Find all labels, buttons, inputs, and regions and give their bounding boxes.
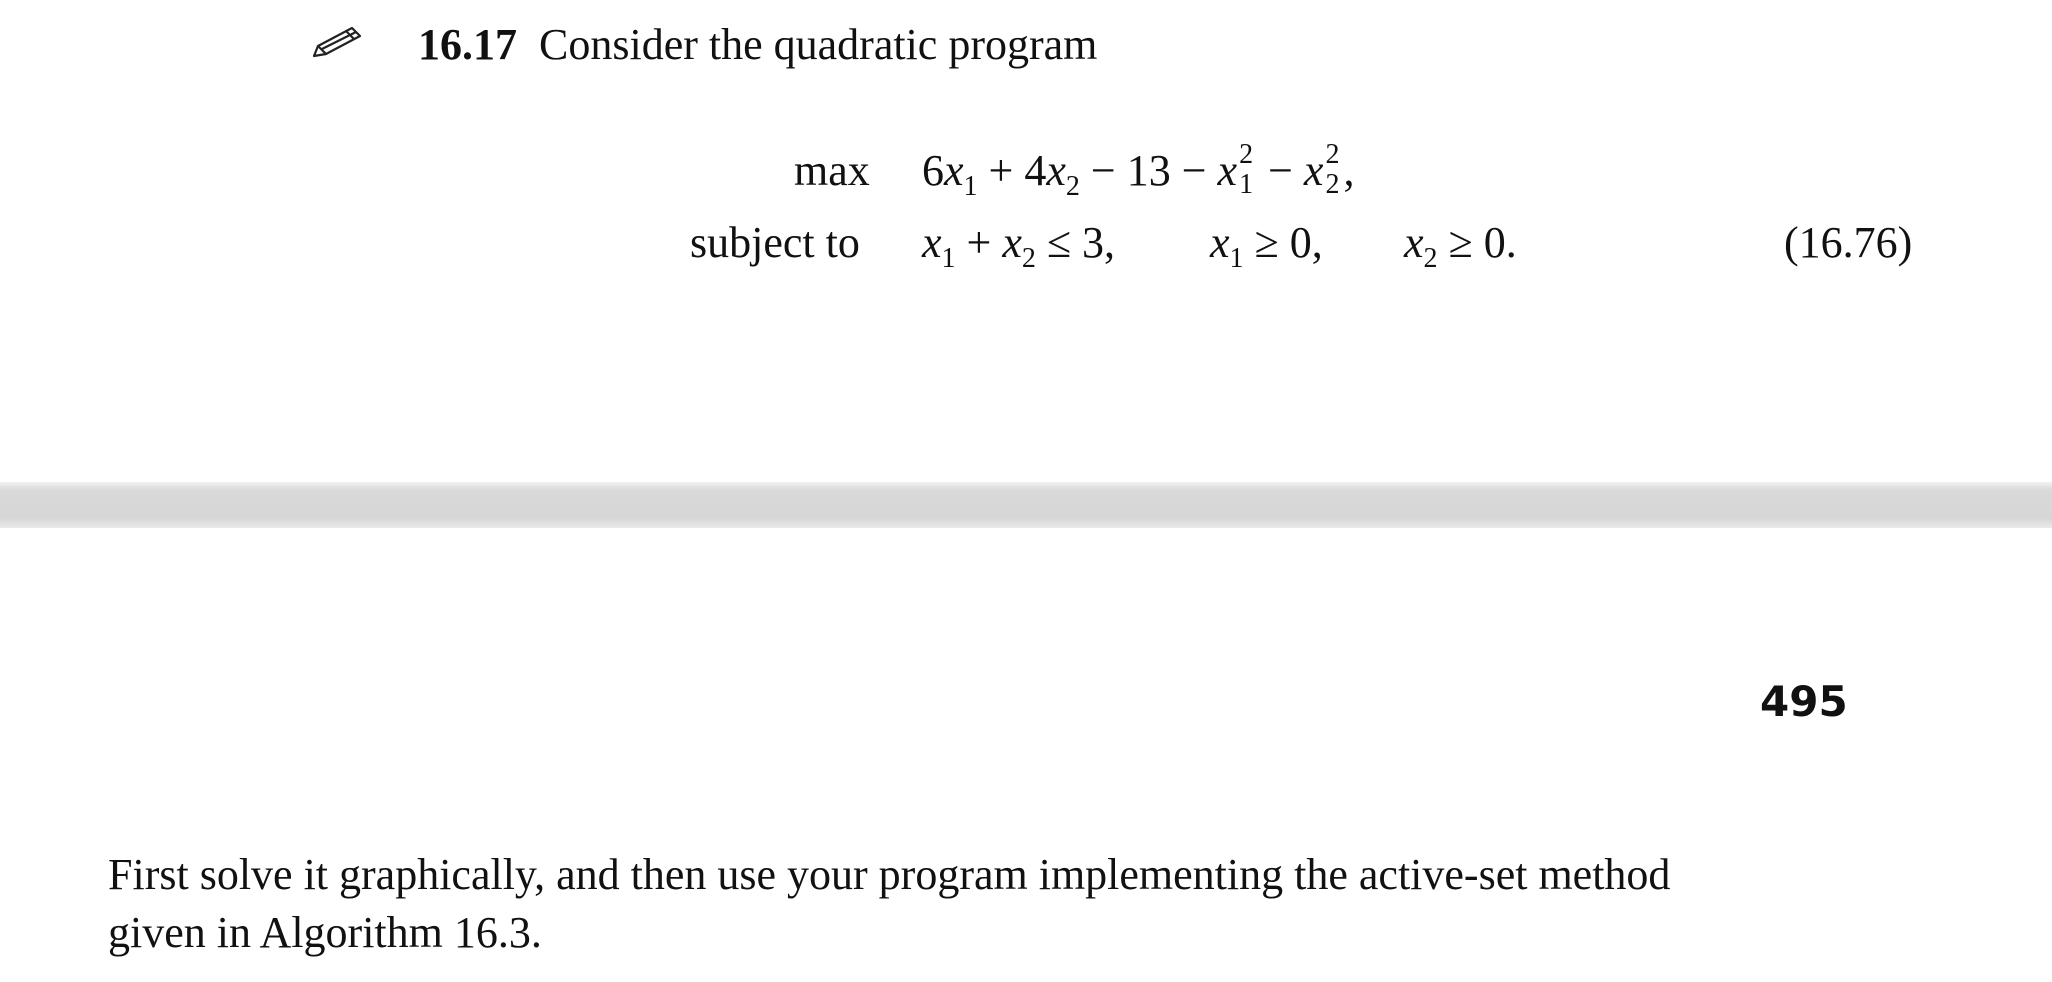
objective-label: max bbox=[794, 146, 870, 195]
constraint-x2-nonnegative: $x_2 \ge 0$. bbox=[1404, 218, 1517, 274]
pencil-icon bbox=[312, 20, 364, 60]
exercise-body-text bbox=[108, 846, 1828, 962]
constraint-x1-nonnegative: $x_1 \ge 0$, bbox=[1210, 218, 1323, 274]
constraint-label: subject to bbox=[690, 218, 860, 267]
equation-number: (16.76) bbox=[1784, 218, 1913, 267]
page-number: 495 bbox=[1760, 677, 1848, 726]
exercise-heading bbox=[418, 18, 1097, 72]
objective-expression: $6x_1 + 4x_2 - 13 - x$ 2 1 − x 2 2 , bbox=[922, 139, 1355, 202]
constraint-sum: $x_1 + x_2 \le 3$, bbox=[922, 218, 1116, 274]
body-line: First solve it graphically, and then use your program implementing the active-set method bbox=[108, 850, 1671, 899]
page-separator bbox=[0, 482, 2052, 528]
exercise-number: 16.17 bbox=[418, 20, 517, 69]
exercise-heading-text: Consider the quadratic program bbox=[539, 20, 1098, 69]
page-upper-sheet bbox=[0, 0, 2052, 482]
body-line: given in Algorithm 16.3. bbox=[108, 908, 542, 957]
